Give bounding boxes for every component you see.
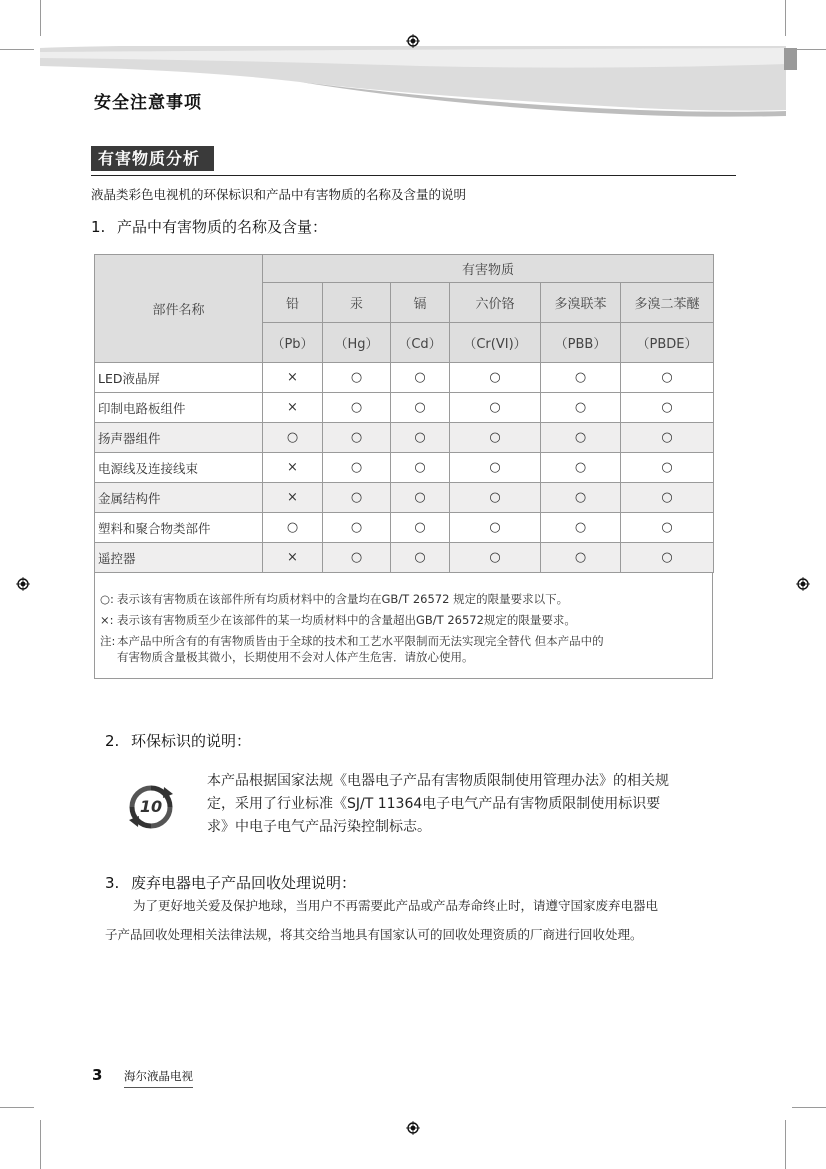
- mark-cell: ○: [391, 543, 450, 573]
- mark-cell: ○: [323, 543, 391, 573]
- item1-title: 产品中有害物质的名称及含量：: [117, 218, 328, 236]
- environmental-protection-logo: [128, 784, 174, 830]
- mark-cell: ○: [450, 423, 541, 453]
- footer-brand: 海尔液晶电视: [124, 1068, 193, 1088]
- logo-number: 10: [139, 797, 163, 816]
- substance-symbol: （PBDE）: [621, 323, 714, 363]
- crop-mark: [785, 1120, 786, 1169]
- part-name: 遥控器: [95, 543, 263, 573]
- note-text: 表示该有害物质至少在该部件的某一均质材料中的含量超出GB/T 26572规定的限量要求。: [117, 613, 576, 627]
- table-row: [95, 453, 714, 483]
- part-name: 扬声器组件: [95, 423, 263, 453]
- mark-cell: ○: [621, 393, 714, 423]
- crop-mark: [40, 1120, 41, 1169]
- mark-cell: ○: [323, 513, 391, 543]
- substance-symbol: （Pb）: [263, 323, 323, 363]
- note-symbol: 注:: [100, 634, 116, 648]
- note-text: 表示该有害物质在该部件所有均质材料中的含量均在GB/T 26572 规定的限量要求以下。: [117, 592, 569, 606]
- mark-cell: ○: [541, 423, 621, 453]
- note-line: [100, 633, 604, 649]
- section-divider: [91, 175, 736, 176]
- part-name: 印制电路板组件: [95, 393, 263, 423]
- table-row: [95, 483, 714, 513]
- mark-cell: ○: [323, 393, 391, 423]
- substance-symbol: （Hg）: [323, 323, 391, 363]
- registration-mark-icon: [796, 577, 810, 591]
- mark-cell: ○: [391, 363, 450, 393]
- part-name: 电源线及连接线束: [95, 453, 263, 483]
- substance-group-header: 有害物质: [263, 255, 714, 283]
- substance-name: 多溴联苯: [541, 283, 621, 323]
- hazardous-substance-table: [94, 254, 714, 573]
- table-row: [95, 543, 714, 573]
- table-row: [95, 513, 714, 543]
- mark-cell: ○: [621, 363, 714, 393]
- mark-cell: ○: [391, 423, 450, 453]
- part-name: 金属结构件: [95, 483, 263, 513]
- table-notes: [94, 572, 713, 679]
- registration-mark-icon: [406, 1121, 420, 1135]
- item1-heading: [91, 216, 327, 237]
- mark-cell: ○: [541, 543, 621, 573]
- note-line: [100, 591, 568, 607]
- substance-name: 镉: [391, 283, 450, 323]
- mark-cell: ○: [263, 513, 323, 543]
- item2-number: 2.: [105, 732, 120, 750]
- mark-cell: ○: [450, 453, 541, 483]
- mark-cell: ○: [621, 513, 714, 543]
- item2-paragraph: [207, 770, 737, 839]
- mark-cell: ×: [263, 483, 323, 513]
- paragraph-line: 定，采用了行业标准《SJ/T 11364电子电气产品有害物质限制使用标识要: [207, 796, 661, 812]
- part-name: LED液晶屏: [95, 363, 263, 393]
- note-text: 本产品中所含有的有害物质皆由于全球的技术和工艺水平限制而无法实现完全替代 但本产品中的: [117, 634, 604, 648]
- item2-heading: [105, 730, 251, 751]
- substance-name: 铅: [263, 283, 323, 323]
- paragraph-line: 求》中电子电气产品污染控制标志。: [207, 819, 431, 835]
- mark-cell: ○: [391, 483, 450, 513]
- substance-name: 六价铬: [450, 283, 541, 323]
- mark-cell: ○: [450, 363, 541, 393]
- paragraph-line: 本产品根据国家法规《电器电子产品有害物质限制使用管理办法》的相关规: [207, 773, 669, 789]
- item3-line: 为了更好地关爱及保护地球，当用户不再需要此产品或产品寿命终止时，请遵守国家废弃电器电: [133, 898, 659, 913]
- item3-number: 3.: [105, 874, 120, 892]
- mark-cell: ○: [450, 483, 541, 513]
- item3-title: 废弃电器电子产品回收处理说明：: [131, 874, 357, 892]
- substance-symbol: （PBB）: [541, 323, 621, 363]
- mark-cell: ○: [621, 453, 714, 483]
- mark-cell: ○: [541, 453, 621, 483]
- mark-cell: ×: [263, 393, 323, 423]
- table-row: [95, 393, 714, 423]
- item1-number: 1.: [91, 218, 106, 236]
- mark-cell: ○: [541, 483, 621, 513]
- mark-cell: ○: [391, 513, 450, 543]
- crop-mark: [0, 49, 34, 50]
- part-name: 塑料和聚合物类部件: [95, 513, 263, 543]
- mark-cell: ×: [263, 363, 323, 393]
- crop-mark: [0, 1107, 34, 1108]
- page-title: 安全注意事项: [94, 93, 202, 113]
- registration-mark-icon: [406, 34, 420, 48]
- crop-mark: [792, 1107, 826, 1108]
- item3-heading: [105, 872, 356, 893]
- crop-mark: [785, 0, 786, 36]
- mark-cell: ○: [621, 423, 714, 453]
- substance-name: 汞: [323, 283, 391, 323]
- mark-cell: ○: [450, 393, 541, 423]
- mark-cell: ○: [450, 543, 541, 573]
- item2-title: 环保标识的说明：: [131, 732, 252, 750]
- mark-cell: ○: [450, 513, 541, 543]
- item3-line: 子产品回收处理相关法律法规，将其交给当地具有国家认可的回收处理资质的厂商进行回收处理。: [105, 927, 643, 942]
- registration-mark-icon: [16, 577, 30, 591]
- page-number: 3: [92, 1066, 103, 1084]
- mark-cell: ○: [541, 393, 621, 423]
- mark-cell: ○: [323, 453, 391, 483]
- mark-cell: ○: [263, 423, 323, 453]
- mark-cell: ○: [391, 453, 450, 483]
- crop-mark: [40, 0, 41, 36]
- mark-cell: ×: [263, 453, 323, 483]
- substance-symbol: （Cr(VI)）: [450, 323, 541, 363]
- section-intro: 液晶类彩色电视机的环保标识和产品中有害物质的名称及含量的说明: [91, 187, 467, 202]
- crop-mark: [792, 49, 826, 50]
- note-line: [100, 649, 474, 665]
- mark-cell: ○: [323, 423, 391, 453]
- mark-cell: ○: [541, 513, 621, 543]
- note-line: [100, 612, 576, 628]
- table-row: [95, 363, 714, 393]
- section-title: 有害物质分析: [91, 146, 214, 171]
- mark-cell: ○: [621, 483, 714, 513]
- note-text: 有害物质含量极其微小，长期使用不会对人体产生危害．请放心使用。: [117, 650, 474, 664]
- table-row: [95, 423, 714, 453]
- part-name-header: 部件名称: [95, 255, 263, 363]
- mark-cell: ○: [323, 363, 391, 393]
- note-symbol: ×:: [100, 613, 114, 627]
- mark-cell: ○: [541, 363, 621, 393]
- mark-cell: ○: [391, 393, 450, 423]
- substance-symbol: （Cd）: [391, 323, 450, 363]
- mark-cell: ○: [323, 483, 391, 513]
- mark-cell: ×: [263, 543, 323, 573]
- note-symbol: ○:: [100, 592, 114, 606]
- mark-cell: ○: [621, 543, 714, 573]
- substance-name: 多溴二苯醚: [621, 283, 714, 323]
